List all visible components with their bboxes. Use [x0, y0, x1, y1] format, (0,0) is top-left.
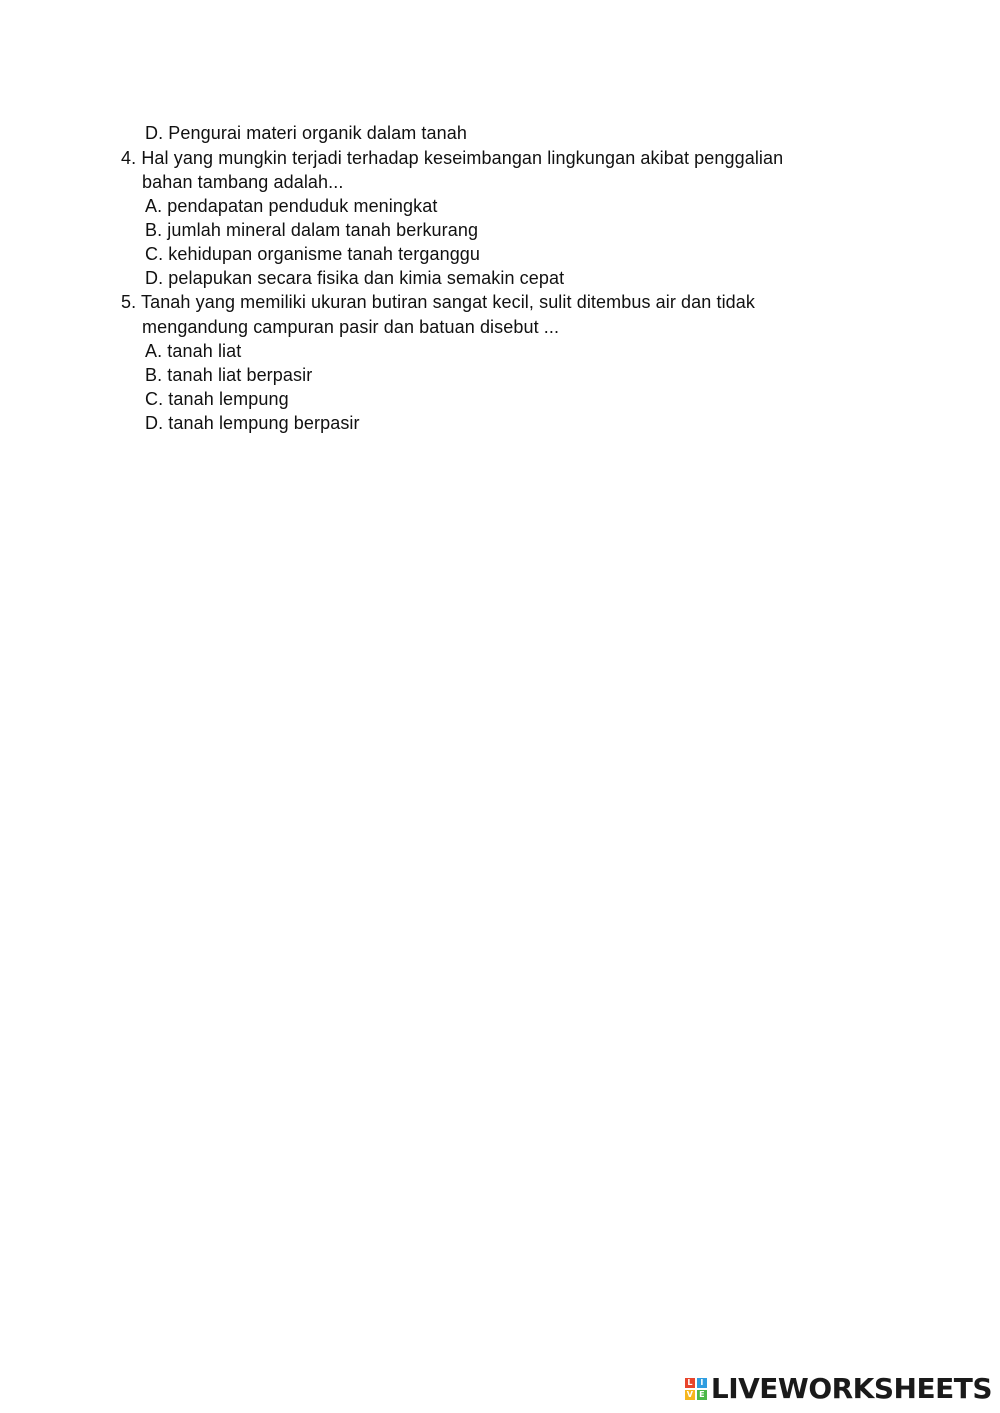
- question-4-text-cont: bahan tambang adalah...: [142, 172, 344, 192]
- question-3-option-d: D. Pengurai materi organik dalam tanah: [145, 123, 467, 143]
- logo-text: LIVEWORKSHEETS: [710, 1372, 992, 1405]
- question-5-text: 5. Tanah yang memiliki ukuran butiran sangat kecil, sulit ditembus air dan tidak: [121, 292, 756, 312]
- question-5-option-b: B. tanah liat berpasir: [145, 365, 313, 385]
- liveworksheets-logo: [685, 1373, 992, 1405]
- question-4-option-a: A. pendapatan penduduk meningkat: [145, 196, 438, 216]
- question-4-option-c: C. kehidupan organisme tanah terganggu: [145, 244, 481, 264]
- question-4-option-d: D. pelapukan secara fisika dan kimia semakin cepat: [145, 268, 565, 288]
- logo-letter-v: V: [686, 1390, 693, 1399]
- logo-letter-e: E: [697, 1390, 707, 1400]
- question-5-text-cont: mengandung campuran pasir dan batuan disebut ...: [142, 317, 560, 337]
- question-5-option-d: D. tanah lempung berpasir: [145, 413, 360, 433]
- logo-letter-l: L: [685, 1378, 695, 1388]
- question-4-text: 4. Hal yang mungkin terjadi terhadap keseimbangan lingkungan akibat penggalian: [121, 148, 784, 168]
- logo-letter-i: I: [697, 1378, 707, 1388]
- question-4-option-b: B. jumlah mineral dalam tanah berkurang: [145, 220, 479, 240]
- question-5-option-a: A. tanah liat: [145, 341, 242, 361]
- logo-grid-icon: [685, 1378, 707, 1400]
- question-5-option-c: C. tanah lempung: [145, 389, 289, 409]
